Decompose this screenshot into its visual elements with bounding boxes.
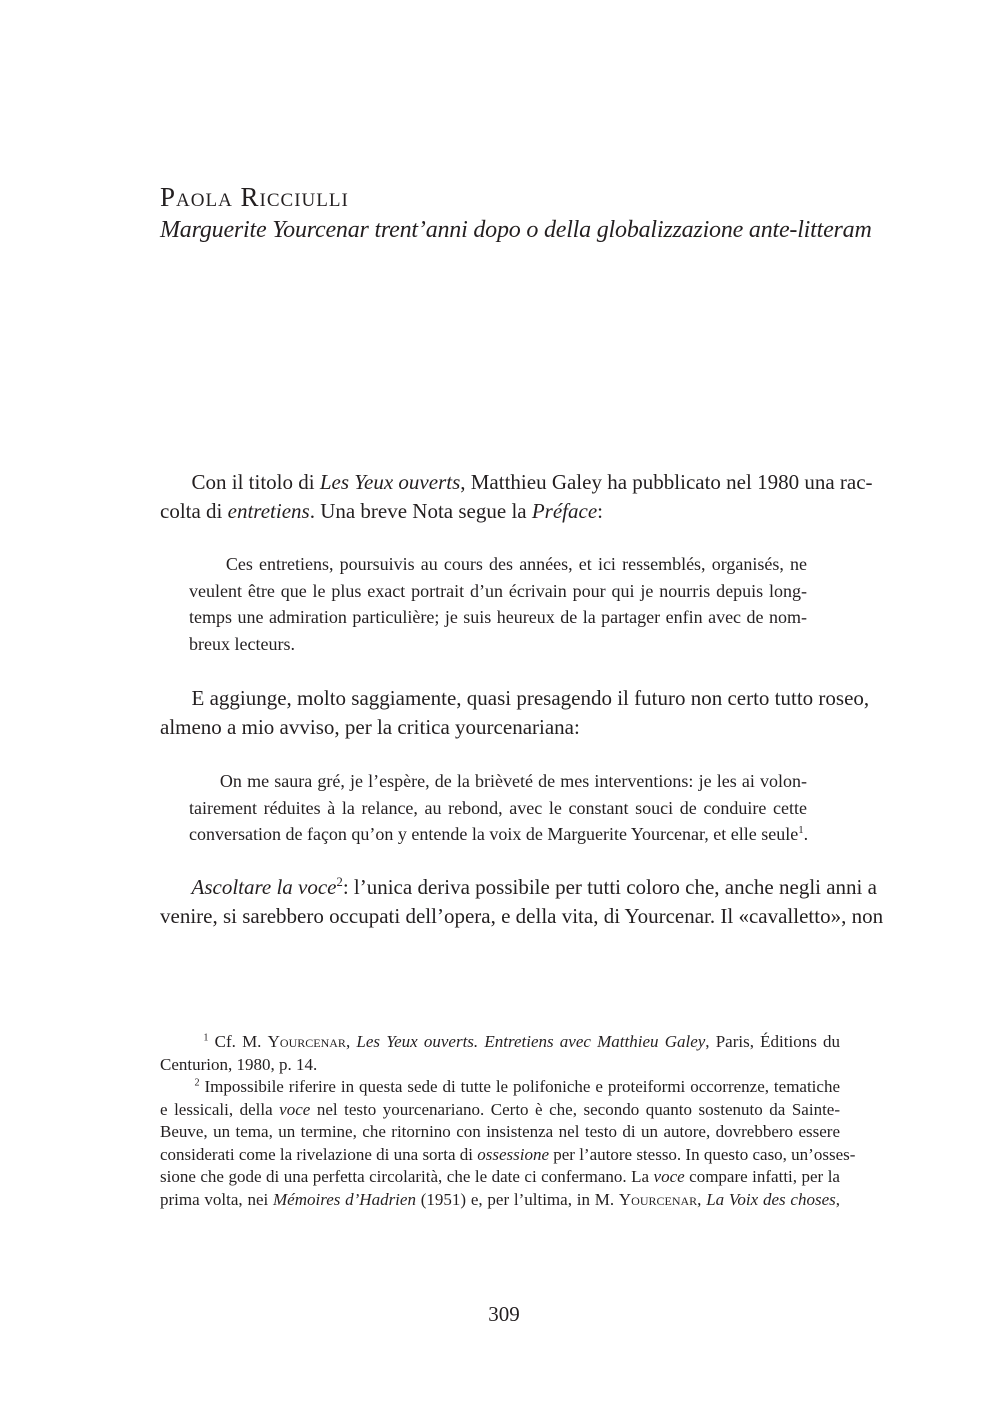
page-number: 309 [488,1302,520,1326]
block-quote-1: Ces entretiens, poursuivis au cours des années, et ici ressemblés, organisés, ne veulent être que le plus exact portrait d’un écrivain pour qui je nourris depuis long- temps une admiration particulière; je suis heureux de la partager enfin avec de nom- breux lecteurs. [189,554,807,654]
footnote-2: $^2$ Impossibile riferire in questa sede di tutte le polifoniche e proteiformi occorrenze, tematiche e lessicali, della voce nel testo yourcenariano. Certo è che, secondo quanto sostenuto da Sainte- Beuve, un tema, un termine, che ritornino con insistenza nel testo di un autore, dovrebbero essere considerati come la rivelazione di una sorta di ossessione per l’autore stesso. In questo caso, un’osses- sione che gode di una perfetta circolarità, che le date ci confermano. La voce compare infatti, per la prima volta, nei Mémoires d’Hadrien (1951) e, per l’ultima, in M. Yourcenar, La Voix des choses, [160,1077,856,1209]
paragraph-3: Ascoltare la voce$^2$: l’unica deriva possibile per tutti coloro che, anche negli anni a venire, si sarebbero occupati dell’opera, e della vita, di Yourcenar. Il «cavalletto», non [160,875,884,928]
block-quote-2: On me saura gré, je l’espère, de la brièveté de mes interventions: je les ai volon- tairement réduites à la relance, au rebond, avec le constant souci de conduire cette conversation de façon qu’on y entende la voix de Marguerite Yourcenar, et elle seule$^1$. [189,771,809,844]
running-author: Paola Ricciulli [160,182,349,212]
paragraph-2: E aggiunge, molto saggiamente, quasi presagendo il futuro non certo tutto roseo, almeno a mio avviso, per la critica yourcenariana: [160,686,870,739]
footnote-ref-2[interactable]: 2 [336,875,343,889]
paragraph-1: Con il titolo di Les Yeux ouverts, Matthieu Galey ha pubblicato nel 1980 una rac- colta di entretiens. Una breve Nota segue la Préface: [160,470,873,523]
footnote-ref-1[interactable]: 1 [798,824,804,836]
footnote-1: $^1$ Cf. M. Yourcenar, Les Yeux ouverts. Entretiens avec Matthieu Galey, Paris, Éditions du Centurion, 1980, p. 14. [160,1032,841,1074]
article-title: Marguerite Yourcenar trent’anni dopo o della globalizzazione ante-litteram [160,217,872,243]
